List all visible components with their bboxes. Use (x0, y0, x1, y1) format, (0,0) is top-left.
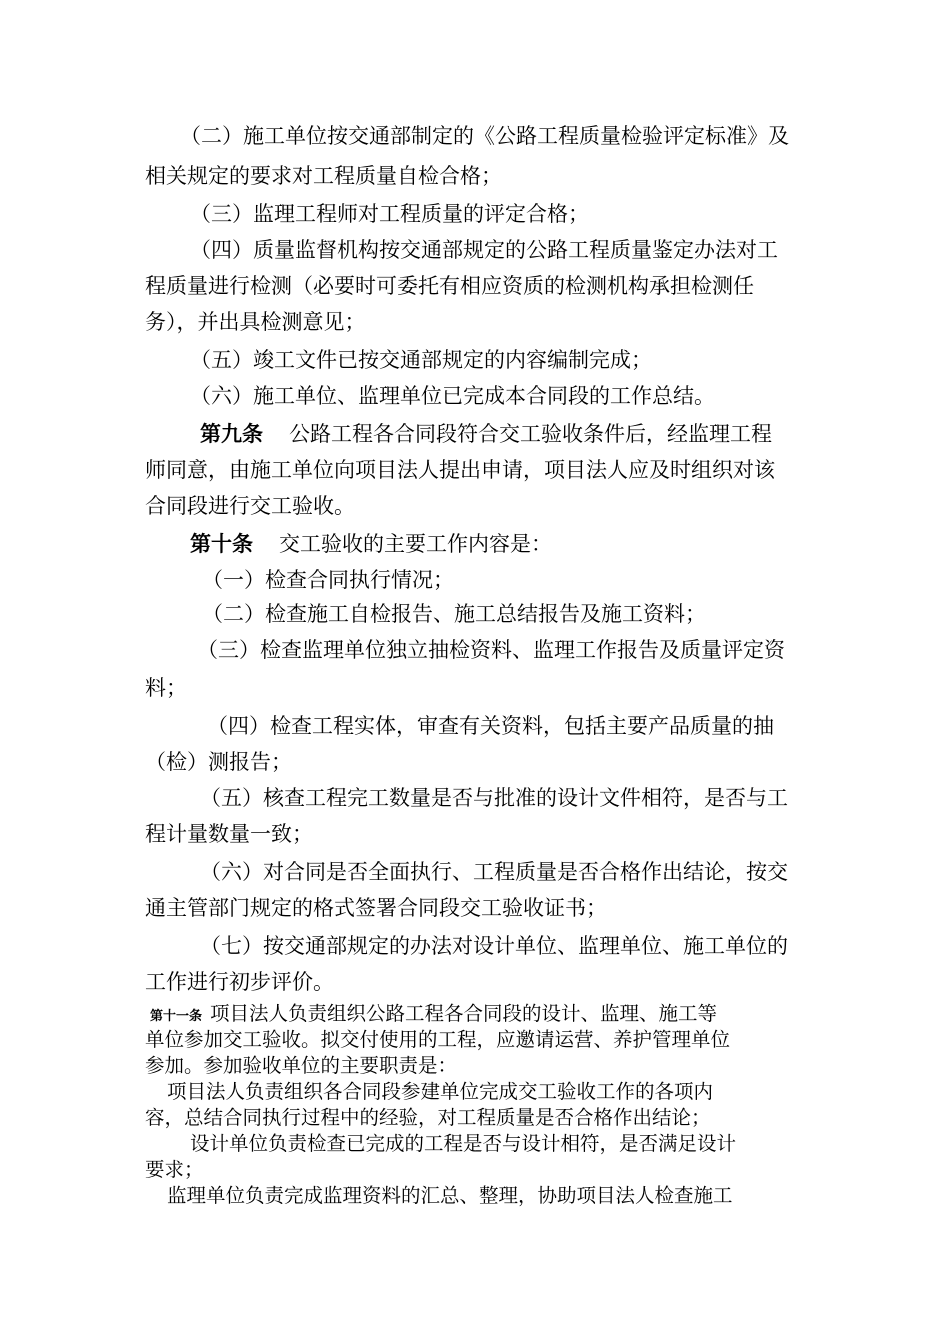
text-line: 程计量数量一致； (145, 822, 313, 846)
text-line: 监理单位负责完成监理资料的汇总、整理，协助项目法人检查施工 (167, 1184, 733, 1207)
article-heading: 第十条 (190, 531, 253, 556)
text-line: （三）检查监理单位独立抽检资料、监理工作报告及质量评定资 (197, 638, 785, 662)
text-line: 设计单位负责检查已完成的工程是否与设计相符，是否满足设计 (190, 1132, 737, 1155)
text-line: 合同段进行交工验收。 (145, 494, 355, 518)
text-line: 工作进行初步评价。 (145, 970, 334, 994)
text-line: （五）核查工程完工数量是否与批准的设计文件相符，是否与工 (200, 786, 788, 810)
article-9-line (200, 420, 772, 448)
text-line: （检）测报告； (145, 750, 292, 774)
text-line: （七）按交通部规定的办法对设计单位、监理单位、施工单位的 (200, 934, 788, 958)
text-line: 容，总结合同执行过程中的经验，对工程质量是否合格作出结论； (145, 1106, 711, 1129)
article-11-line (150, 1002, 717, 1029)
text-line: 公路工程各合同段符合交工验收条件后，经监理工程 (289, 422, 772, 446)
text-line: （二）检查施工自检报告、施工总结报告及施工资料； (202, 602, 706, 626)
text-line: 参加。参加验收单位的主要职责是： (145, 1054, 458, 1077)
text-line: 单位参加交工验收。拟交付使用的工程，应邀请运营、养护管理单位 (145, 1028, 731, 1051)
text-line: 师同意，由施工单位向项目法人提出申请，项目法人应及时组织对该 (145, 458, 775, 482)
text-line: （二）施工单位按交通部制定的《公路工程质量检验评定标准》及 (180, 124, 789, 148)
text-line: 交工验收的主要工作内容是： (279, 532, 552, 556)
article-heading: 第十一条 (150, 1009, 203, 1024)
text-line: 要求； (145, 1158, 204, 1181)
text-line: （四）质量监督机构按交通部规定的公路工程质量鉴定办法对工 (190, 238, 778, 262)
text-line: 项目法人负责组织各合同段参建单位完成交工验收工作的各项内 (167, 1080, 714, 1103)
text-line: 料； (145, 676, 187, 700)
text-line: （三）监理工程师对工程质量的评定合格； (190, 202, 589, 226)
text-line: 通主管部门规定的格式签署合同段交工验收证书； (145, 896, 607, 920)
text-line: （六）施工单位、监理单位已完成本合同段的工作总结。 (190, 384, 715, 408)
text-line: 程质量进行检测（必要时可委托有相应资质的检测机构承担检测任 (145, 274, 754, 298)
text-line: （六）对合同是否全面执行、工程质量是否合格作出结论，按交 (200, 860, 788, 884)
text-line: （一）检查合同执行情况； (202, 568, 454, 592)
text-line: （四）检查工程实体，审查有关资料，包括主要产品质量的抽 (207, 714, 774, 738)
article-10-line (190, 530, 552, 558)
text-line: 相关规定的要求对工程质量自检合格； (145, 164, 502, 188)
article-heading: 第九条 (200, 421, 263, 446)
text-line: 项目法人负责组织公路工程各合同段的设计、监理、施工等 (210, 1002, 718, 1025)
text-line: 务），并出具检测意见； (145, 310, 366, 334)
text-line: （五）竣工文件已按交通部规定的内容编制完成； (190, 348, 652, 372)
